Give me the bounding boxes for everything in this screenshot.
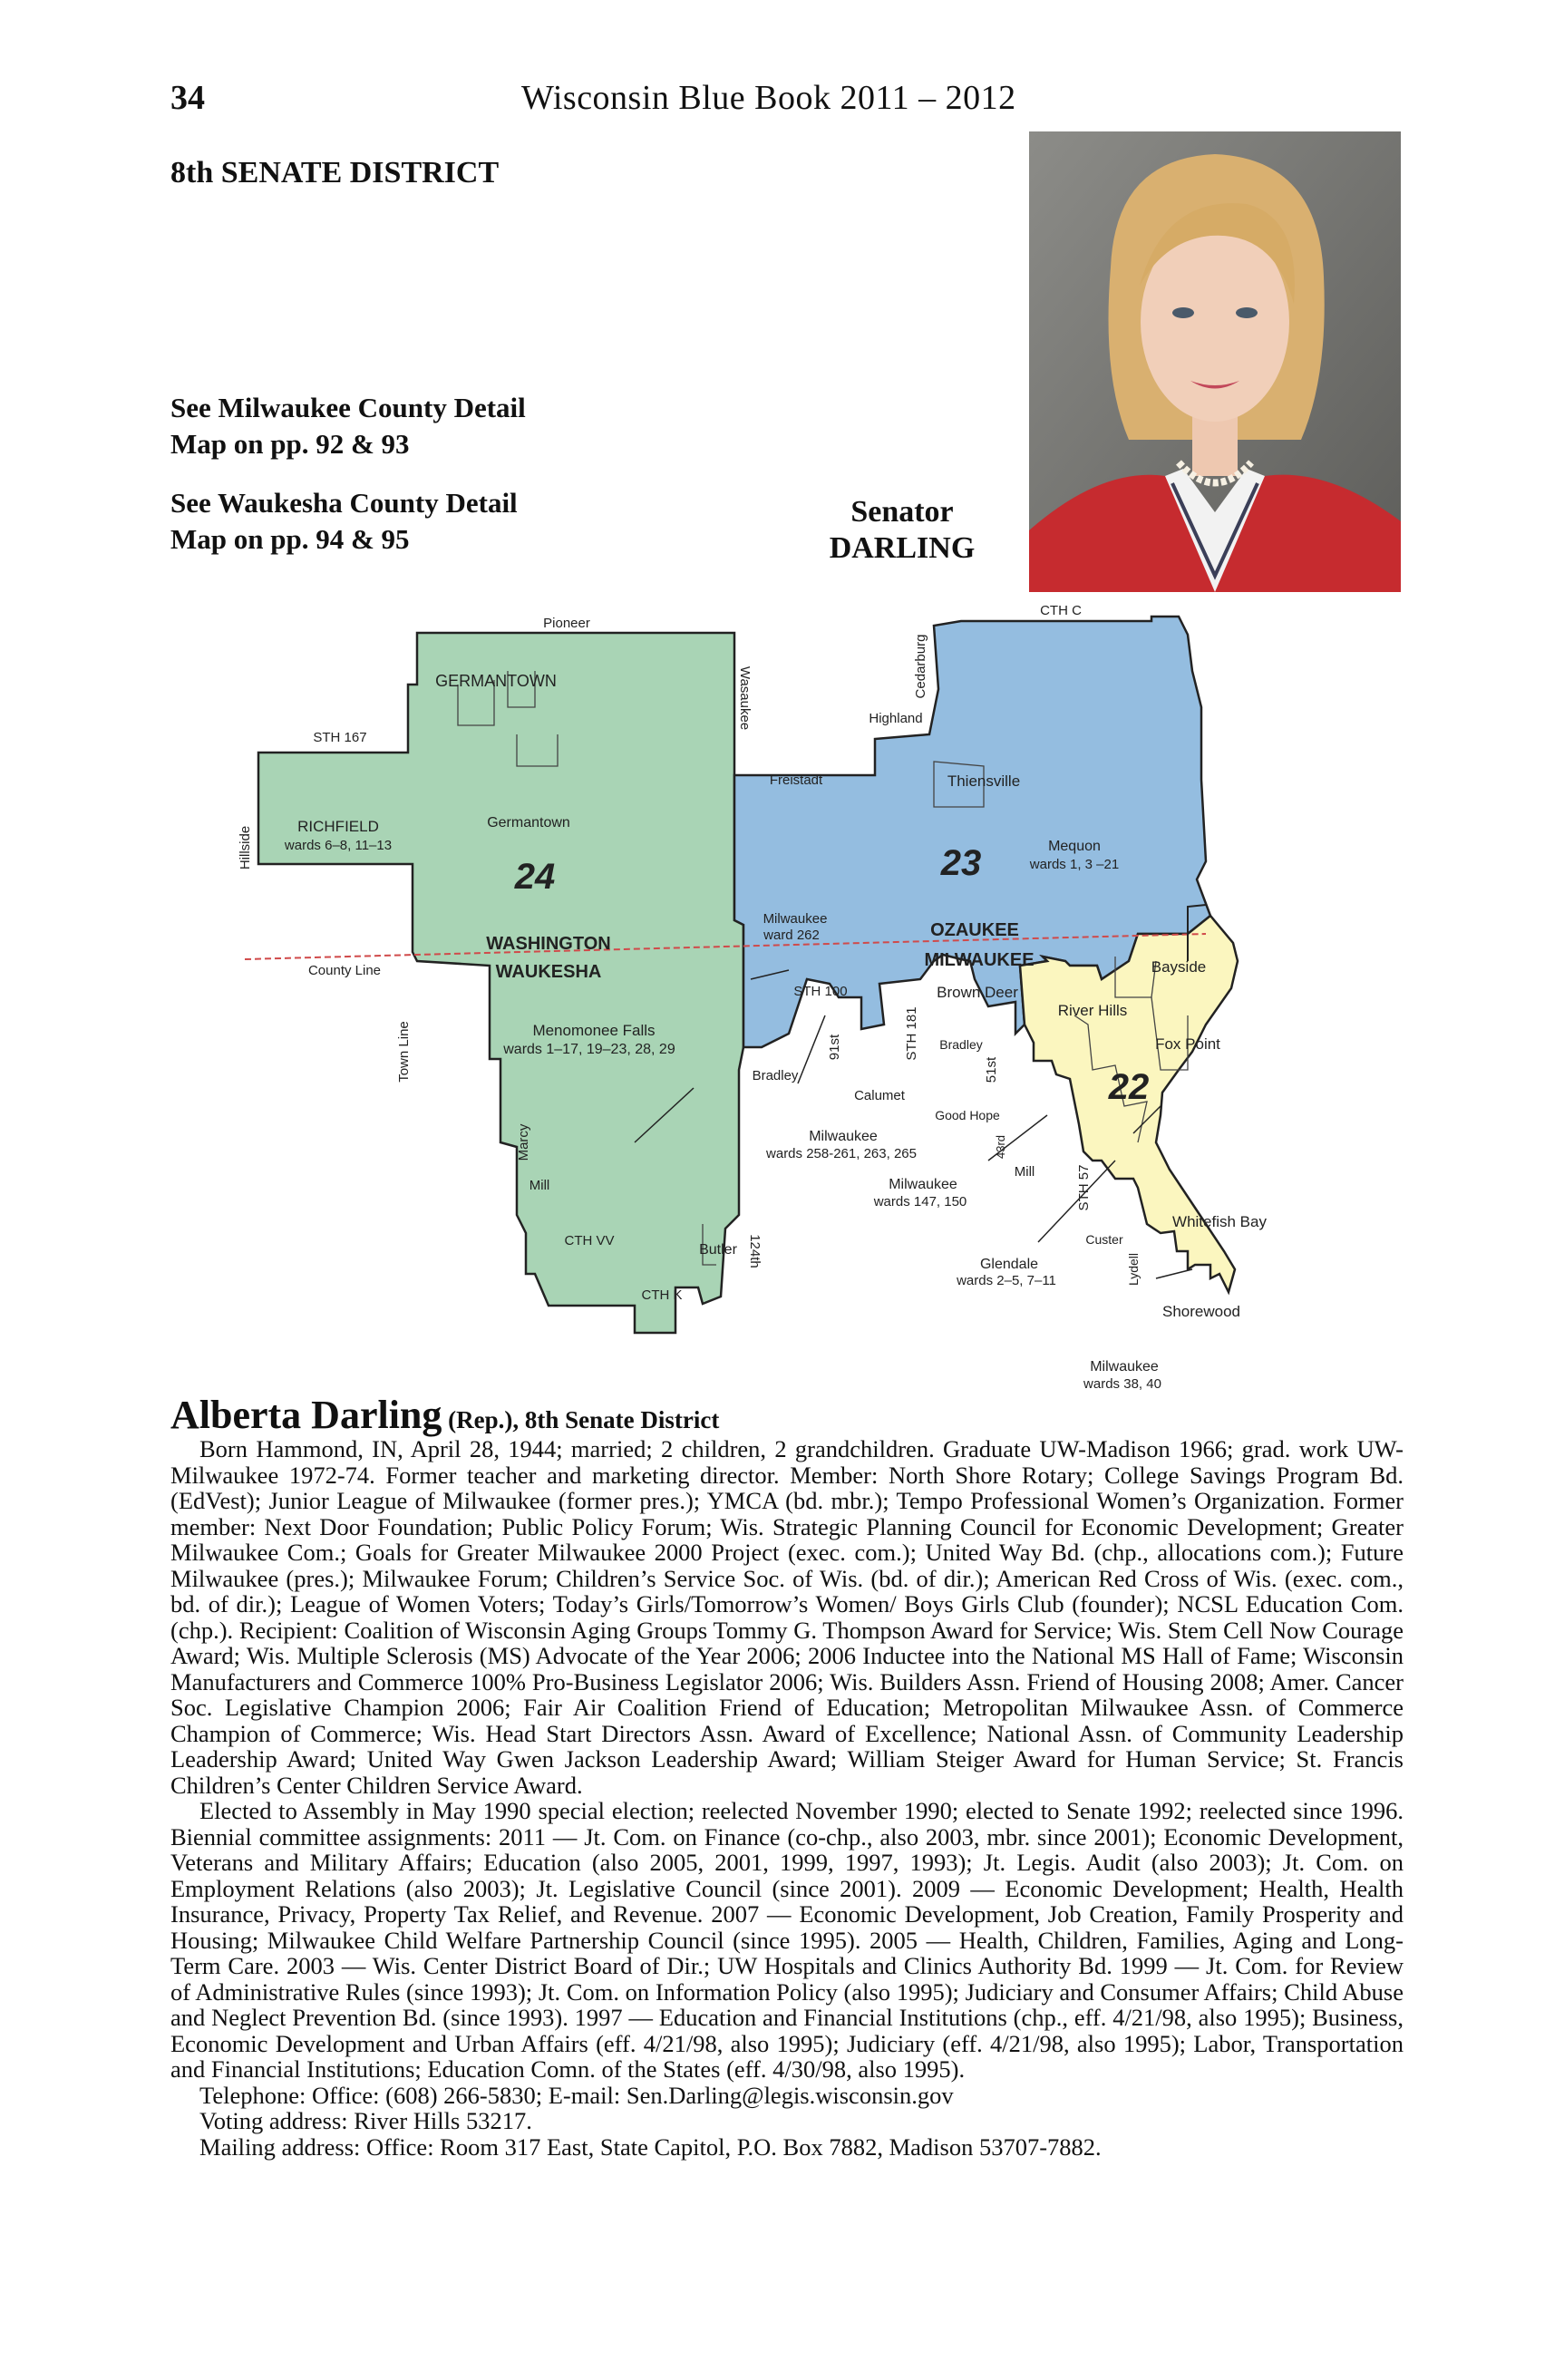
district-map — [238, 598, 1324, 1396]
biography-paragraph: Born Hammond, IN, April 28, 1944; married; 2 children, 2 grandchildren. Graduate UW-Madison 1966; grad. work UW-Milwaukee 1972-74. Former teacher and marketing director. Member: North Shore Rotary; College Savings Program Bd. (EdVest); Junior League of Milwaukee (former pres.); YMCA (bd. mbr.); Tempo Professional Women’s Organization. Former member: Next Door Foundation; Public Policy Forum; Wis. Strategic Planning Council for Economic Development; Greater Milwaukee Com.; Goals for Greater Milwaukee 2000 Project (exec. com.); United Way Bd. (chp., allocations com.); Future Milwaukee (pres.); Milwaukee Forum; Children’s Service Soc. of Wis. (bd. of dir.); American Red Cross of Wis. (exec. com., bd. of dir.); League of Women Voters; Today’s Girls/Tomorrow’s Women/ Boys Girls Club (founder); NCSL Education Com. (chp.). Recipient: Coalition of Wisconsin Aging Groups Tommy G. Thompson Award for Service; Wis. Stem Cell Now Courage Award; Wis. Multiple Sclerosis (MS) Advocate of the Year 2006; 2006 Inductee into the National MS Hall of Fame; Wisconsin Manufacturers and Commerce 100% Pro-Business Legislator 2006; Wis. Builders Assn. Friend of Housing 2008; Amer. Cancer Soc. Legislative Champion 2006; Fair Air Coalition Friend of Education; Metropolitan Milwaukee Assn. of Commerce Champion of Commerce; Wis. Head Start Directors Assn. Award of Excellence; National Assn. of Community Leadership Leadership Award; United Way Gwen Jackson Leadership Award; William Steiger Award for Human Service; St. Francis Children’s Center Children Service Award. — [170, 1435, 1404, 1799]
place-label: Calumet — [854, 1088, 905, 1103]
mailing-address-line: Mailing address: Office: Room 317 East, State Capitol, P.O. Box 7882, Madison 53707-7882. — [199, 2132, 1102, 2161]
road-label: Mill — [529, 1178, 550, 1193]
road-label: CTH C — [1040, 603, 1082, 618]
district-number-22: 22 — [1108, 1067, 1150, 1107]
place-label: wards 38, 40 — [1083, 1376, 1161, 1392]
district-number-23: 23 — [940, 843, 982, 883]
place-label: wards 6–8, 11–13 — [284, 838, 393, 853]
place-label: wards 2–5, 7–11 — [957, 1273, 1056, 1288]
road-label: Wasaukee — [737, 665, 753, 731]
road-label: 91st — [827, 1034, 842, 1061]
place-label: River Hills — [1057, 1002, 1128, 1019]
place-label: RICHFIELD — [297, 818, 379, 835]
legislative-service-paragraph: Elected to Assembly in May 1990 special election; reelected November 1990; elected to Senate 1992; reelected since 1996. Biennial committee assignments: 2011 — Jt. Com. on Finance (co-chp., also 2003, mbr. since 2001); Economic Development, Veterans and Military Affairs; Education (also 2005, 2001, 1999, 1997, 1993); Jt. Legis. Audit (also 2003); Jt. Com. on Employment Relations (also 2003); Jt. Legislative Council (since 2001). 2009 — Economic Development; Health, Health Insurance, Privacy, Property Tax Relief, and Revenue. 2007 — Economic Development, Job Creation, Family Prosperity and Housing; Milwaukee Child Welfare Partnership Council (since 1995). 2005 — Health, Children, Families, Aging and Long-Term Care. 2003 — Wis. Center District Board of Dir.; UW Hospitals and Clinics Authority Bd. 1999 — Jt. Com. for Review of Administrative Rules (since 1993); Jt. Com. on Information Policy (also 1995); Judiciary and Consumer Affairs; Child Abuse and Neglect Prevention Bd. (since 1993). 1997 — Education and Financial Institutions (chp., eff. 4/21/98, also 1995); Business, Economic Development and Urban Affairs (eff. 4/21/98, also 1995); Judiciary (eff. 4/21/98, also 1995); Labor, Transportation and Financial Institutions; Education Comn. of the States (eff. 4/30/98, also 1995). — [170, 1797, 1404, 2083]
map-reference-line: Map on pp. 92 & 93 — [170, 428, 410, 460]
place-label: Mequon — [1048, 839, 1101, 854]
place-label: Milwaukee — [889, 1177, 957, 1192]
road-label: CTH VV — [564, 1233, 615, 1248]
senator-caption — [816, 494, 988, 567]
place-label: GERMANTOWN — [435, 672, 557, 690]
place-label: Shorewood — [1161, 1303, 1241, 1320]
county-label-waukesha: WAUKESHA — [495, 962, 602, 982]
place-label: wards 258-261, 263, 265 — [766, 1146, 917, 1161]
road-label: 43rd — [994, 1134, 1007, 1160]
county-label-ozaukee: OZAUKEE — [930, 920, 1019, 940]
telephone-line: Telephone: Office: (608) 266-5830; E-mail: Sen.Darling@legis.wisconsin.gov — [199, 2081, 954, 2109]
county-label-milwaukee: MILWAUKEE — [924, 950, 1035, 970]
senator-name-heading — [170, 1392, 719, 1438]
road-label: 124th — [747, 1234, 763, 1268]
road-label: Mill — [1014, 1164, 1035, 1180]
place-label: Milwaukee — [809, 1129, 878, 1144]
place-label: Germantown — [487, 815, 570, 831]
place-label: Milwaukee — [1090, 1359, 1159, 1375]
road-label: STH 100 — [793, 984, 848, 999]
county-label-washington: WASHINGTON — [486, 934, 611, 954]
leader-line — [798, 1015, 825, 1083]
road-label: Custer — [1085, 1232, 1123, 1247]
road-label: Pioneer — [543, 616, 590, 631]
road-label: County Line — [307, 963, 382, 978]
road-label: Lydell — [1126, 1252, 1141, 1287]
place-label: wards 147, 150 — [873, 1194, 967, 1209]
road-label: Marcy — [516, 1123, 531, 1161]
leader-line — [1156, 1269, 1192, 1278]
map-reference-line: See Milwaukee County Detail — [170, 392, 526, 423]
district-heading: 8th SENATE DISTRICT — [170, 156, 500, 189]
senator-caption-name: DARLING — [829, 531, 976, 565]
place-label: Brown Deer — [937, 984, 1018, 1001]
place-label: Thiensville — [947, 772, 1021, 790]
road-label: STH 57 — [1076, 1164, 1092, 1211]
road-label: STH 181 — [904, 1006, 919, 1061]
road-label: Hillside — [238, 825, 253, 870]
voting-address-line: Voting address: River Hills 53217. — [199, 2107, 532, 2134]
district-number-24: 24 — [514, 857, 556, 897]
road-label: Town Line — [396, 1021, 412, 1083]
biography — [170, 1436, 1404, 2160]
place-label: Butler — [699, 1242, 737, 1258]
place-label: Milwaukee — [763, 911, 828, 927]
place-label: Good Hope — [935, 1108, 1000, 1122]
place-label: Bradley — [939, 1037, 983, 1052]
map-reference-line: See Waukesha County Detail — [170, 487, 518, 519]
senator-party-district: (Rep.), 8th Senate District — [442, 1406, 720, 1433]
senator-portrait — [1029, 131, 1401, 592]
place-label: Fox Point — [1155, 1035, 1220, 1053]
place-label: Whitefish Bay — [1172, 1213, 1267, 1230]
road-label: Cedarburg — [913, 634, 928, 699]
place-label: Bayside — [1151, 958, 1207, 976]
page-number: 34 — [170, 79, 205, 117]
place-label: Bradley — [752, 1068, 799, 1083]
running-head: Wisconsin Blue Book 2011 – 2012 — [521, 79, 1016, 117]
place-label: Glendale — [979, 1257, 1039, 1272]
senator-name: Alberta Darling — [170, 1393, 442, 1437]
place-label: Highland — [869, 711, 923, 726]
waukesha-map-reference — [170, 485, 518, 558]
place-label: Menomonee Falls — [532, 1022, 656, 1039]
map-reference-line: Map on pp. 94 & 95 — [170, 523, 410, 555]
road-label: STH 167 — [313, 730, 367, 745]
road-label: 51st — [984, 1056, 999, 1083]
road-label: CTH K — [641, 1287, 683, 1303]
place-label: ward 262 — [763, 928, 820, 943]
road-label: Freistadt — [769, 772, 823, 788]
place-label: wards 1, 3 –21 — [1029, 857, 1120, 872]
milwaukee-map-reference — [170, 390, 526, 462]
senator-caption-title: Senator — [850, 495, 954, 529]
place-label: wards 1–17, 19–23, 28, 29 — [503, 1042, 675, 1057]
